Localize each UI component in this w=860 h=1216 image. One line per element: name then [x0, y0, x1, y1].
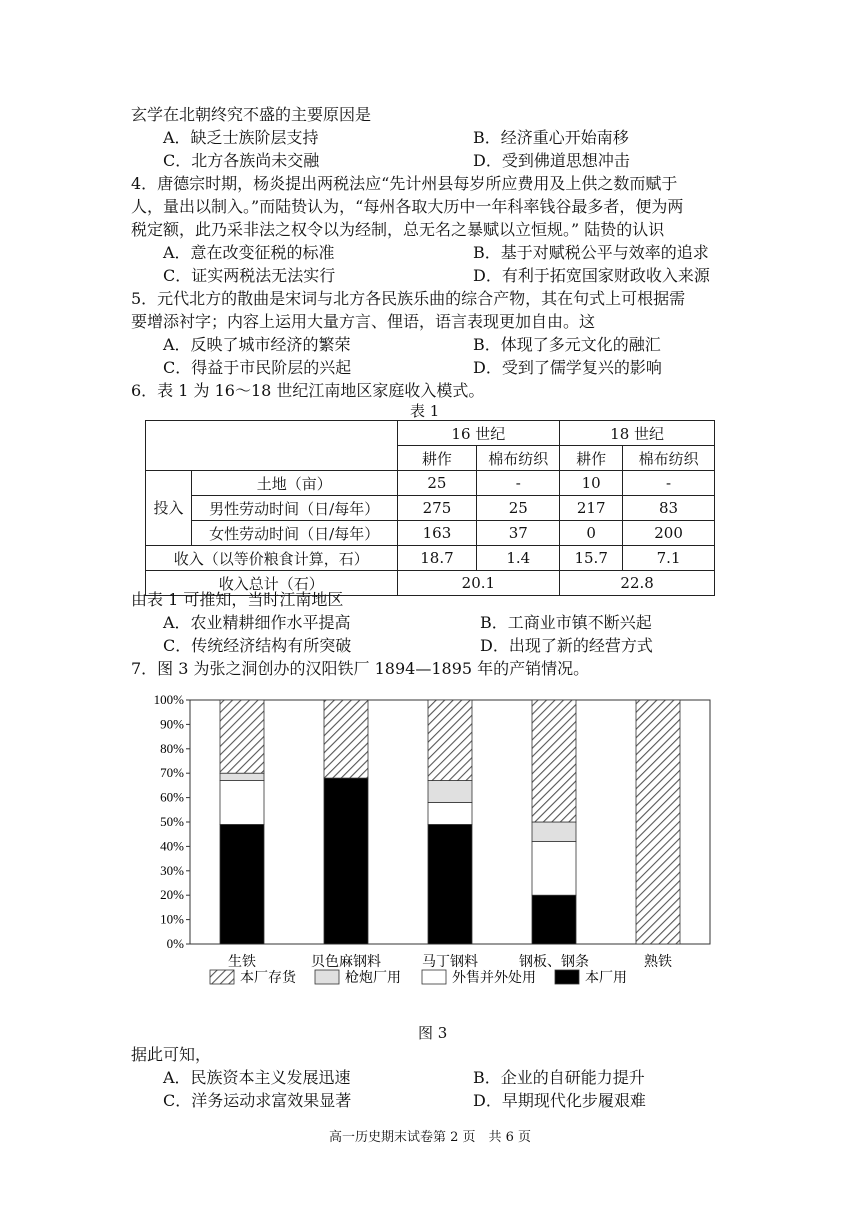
bar-segment [220, 824, 264, 944]
bar-segment [324, 778, 368, 944]
bar-segment [428, 824, 472, 944]
cell: 18.7 [397, 546, 477, 571]
row-label-land: 土地（亩） [191, 471, 397, 496]
cell: 37 [477, 521, 560, 546]
legend-label: 枪炮厂用 [345, 970, 401, 986]
y-tick-label: 80% [160, 740, 184, 756]
input-label: 投入 [146, 471, 192, 546]
cell: 1.4 [477, 546, 560, 571]
cell: 25 [477, 496, 560, 521]
header-16c: 16 世纪 [397, 421, 560, 446]
bar-segment [636, 700, 680, 944]
q7-stem: 7．图 3 为张之洞创办的汉阳铁厂 1894—1895 年的产销情况。 [131, 659, 590, 678]
cell: 15.7 [560, 546, 623, 571]
legend-swatch [315, 970, 339, 984]
legend-swatch [555, 970, 579, 984]
production-sales-chart [140, 690, 720, 1010]
legend-label: 本厂用 [585, 970, 627, 986]
q4-line-3: 税定额，此乃采非法之权令以为经制，总无名之暴赋以立恒规。” 陆贽的认识 [131, 220, 665, 239]
y-tick-label: 100% [153, 692, 184, 707]
bar-segment [324, 700, 368, 778]
q5-line-2: 要增添衬字；内容上运用大量方言、俚语，语言表现更加自由。这 [131, 312, 596, 331]
x-tick-label: 贝色麻钢料 [311, 954, 381, 970]
y-tick-label: 30% [160, 862, 184, 878]
figure-caption: 图 3 [418, 1024, 448, 1042]
legend-swatch [210, 970, 234, 984]
cell: 22.8 [560, 571, 715, 596]
cell: - [623, 471, 715, 496]
q6-after: 由表 1 可推知，当时江南地区 [131, 590, 344, 609]
q7-option-c: C．洋务运动求富效果显著 [163, 1091, 352, 1110]
y-tick-label: 0% [166, 936, 184, 951]
legend-swatch [422, 970, 446, 984]
q3-option-a: A．缺乏士族阶层支持 [163, 128, 319, 147]
q6-option-b: B．工商业市镇不断兴起 [480, 613, 652, 632]
cell: 20.1 [397, 571, 560, 596]
header-cotton-16: 棉布纺织 [477, 446, 560, 471]
q4-option-b: B．基于对赋税公平与效率的追求 [473, 243, 709, 262]
y-tick-label: 90% [160, 716, 184, 732]
header-farm-18: 耕作 [560, 446, 623, 471]
q3-option-d: D．受到佛道思想冲击 [473, 151, 630, 170]
bar-segment [220, 781, 264, 825]
y-tick-label: 40% [160, 838, 184, 854]
y-tick-label: 20% [160, 887, 184, 903]
table-corner [146, 421, 398, 471]
cell: 275 [397, 496, 477, 521]
cell: 83 [623, 496, 715, 521]
header-farm-16: 耕作 [397, 446, 477, 471]
q6-option-d: D．出现了新的经营方式 [480, 636, 653, 655]
bar-segment [532, 842, 576, 896]
q6-stem: 6．表 1 为 16～18 世纪江南地区家庭收入模式。 [131, 381, 485, 400]
q4-option-c: C．证实两税法无法实行 [163, 266, 336, 285]
x-tick-label: 钢板、钢条 [519, 954, 589, 970]
table-title: 表 1 [410, 402, 440, 420]
x-tick-label: 生铁 [228, 954, 256, 970]
legend-label: 本厂存货 [240, 970, 296, 986]
cell: 0 [560, 521, 623, 546]
bar-segment [428, 802, 472, 824]
q4-option-a: A．意在改变征税的标准 [163, 243, 335, 262]
y-tick-label: 70% [160, 765, 184, 781]
row-label-income: 收入（以等价粮食计算，石） [146, 546, 398, 571]
q3-option-b: B．经济重心开始南移 [473, 128, 629, 147]
q4-line-2: 人，量出以制入。”而陆贽认为，“每州各取大历中一年科率钱谷最多者，便为两 [131, 197, 684, 216]
y-tick-label: 10% [160, 911, 184, 927]
bar-segment [532, 700, 576, 822]
q4-option-d: D．有利于拓宽国家财政收入来源 [473, 266, 710, 285]
income-table [145, 420, 715, 596]
q5-option-c: C．得益于市民阶层的兴起 [163, 358, 352, 377]
y-tick-label: 50% [160, 814, 184, 829]
q7-option-b: B．企业的自研能力提升 [473, 1068, 645, 1087]
y-tick-label: 60% [160, 789, 184, 805]
cell: 10 [560, 471, 623, 496]
x-tick-label: 马丁钢料 [422, 954, 478, 970]
bar-segment [220, 700, 264, 773]
q7-option-d: D．早期现代化步履艰难 [473, 1091, 646, 1110]
cell: 25 [397, 471, 477, 496]
q5-option-a: A．反映了城市经济的繁荣 [163, 335, 351, 354]
q4-line-1: 4．唐德宗时期，杨炎提出两税法应“先计州县每岁所应费用及上供之数而赋于 [131, 174, 678, 193]
bar-segment [428, 700, 472, 781]
q3-stem: 玄学在北朝终究不盛的主要原因是 [131, 105, 372, 124]
row-label-female: 女性劳动时间（日/每年） [191, 521, 397, 546]
bar-segment [532, 822, 576, 842]
cell: 7.1 [623, 546, 715, 571]
bar-segment [428, 781, 472, 803]
row-label-male: 男性劳动时间（日/每年） [191, 496, 397, 521]
header-cotton-18: 棉布纺织 [623, 446, 715, 471]
q7-after: 据此可知， [131, 1045, 212, 1064]
header-18c: 18 世纪 [560, 421, 715, 446]
legend-label: 外售并外处用 [452, 970, 536, 986]
bar-segment [220, 773, 264, 780]
page-footer: 高一历史期末试卷第 2 页 共 6 页 [328, 1130, 532, 1145]
x-tick-label: 熟铁 [644, 954, 672, 970]
q3-option-c: C．北方各族尚未交融 [163, 151, 320, 170]
q5-option-b: B．体现了多元文化的融汇 [473, 335, 661, 354]
row-label-total: 收入总计（石） [146, 571, 398, 596]
q7-option-a: A．民族资本主义发展迅速 [163, 1068, 351, 1087]
cell: 163 [397, 521, 477, 546]
q5-option-d: D．受到了儒学复兴的影响 [473, 358, 662, 377]
cell: 200 [623, 521, 715, 546]
q6-option-c: C．传统经济结构有所突破 [163, 636, 352, 655]
bar-segment [532, 895, 576, 944]
q5-line-1: 5．元代北方的散曲是宋词与北方各民族乐曲的综合产物，其在句式上可根据需 [131, 289, 686, 308]
q6-option-a: A．农业精耕细作水平提高 [163, 613, 351, 632]
cell: - [477, 471, 560, 496]
cell: 217 [560, 496, 623, 521]
